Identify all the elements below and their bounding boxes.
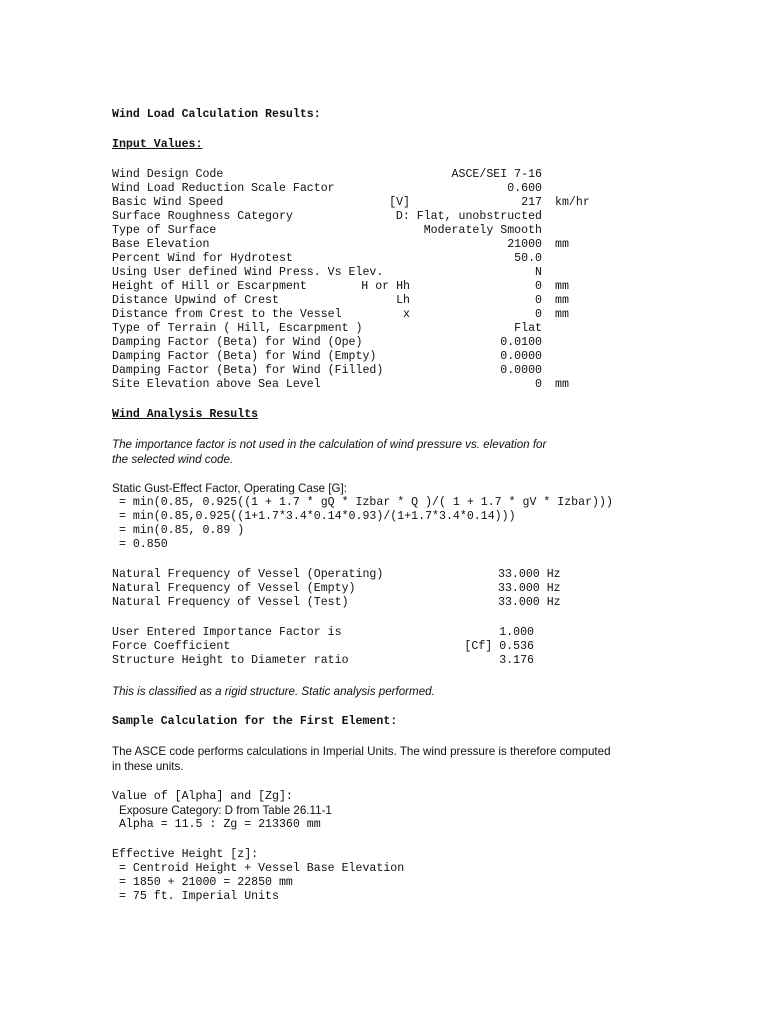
input-label: Damping Factor (Beta) for Wind (Ope) bbox=[112, 336, 363, 349]
gust-line: = min(0.85, 0.89 ) bbox=[112, 524, 245, 537]
importance-note-line-2: the selected wind code. bbox=[112, 453, 234, 466]
frequency-value: 33.000 Hz bbox=[498, 568, 561, 581]
input-value: 0.0100 bbox=[500, 336, 542, 349]
input-symbol: Lh bbox=[396, 294, 410, 307]
page-title: Wind Load Calculation Results: bbox=[112, 108, 321, 121]
input-label: Basic Wind Speed bbox=[112, 196, 224, 209]
exposure-category-line: Exposure Category: D from Table 26.11-1 bbox=[119, 804, 332, 817]
height-line: = 75 ft. Imperial Units bbox=[112, 890, 279, 903]
input-unit: mm bbox=[555, 238, 569, 251]
input-label: Percent Wind for Hydrotest bbox=[112, 252, 293, 265]
alpha-zg-heading: Value of [Alpha] and [Zg]: bbox=[112, 790, 293, 803]
input-label: Surface Roughness Category bbox=[112, 210, 293, 223]
factor-value: 1.000 bbox=[499, 626, 534, 639]
input-symbol: H or Hh bbox=[361, 280, 410, 293]
sample-calculation-heading: Sample Calculation for the First Element: bbox=[112, 715, 398, 728]
effective-height-heading: Effective Height [z]: bbox=[112, 848, 259, 861]
gust-line: = 0.850 bbox=[112, 538, 168, 551]
input-unit: km/hr bbox=[555, 196, 590, 209]
input-value: Moderately Smooth bbox=[423, 224, 542, 237]
input-value: 0 bbox=[535, 308, 542, 321]
asce-note-line-1: The ASCE code performs calculations in Imperial Units. The wind pressure is therefore computed bbox=[112, 745, 611, 758]
gust-factor-heading: Static Gust-Effect Factor, Operating Case [G]: bbox=[112, 482, 347, 495]
input-label: Site Elevation above Sea Level bbox=[112, 378, 321, 391]
frequency-label: Natural Frequency of Vessel (Test) bbox=[112, 596, 349, 609]
input-label: Distance from Crest to the Vessel bbox=[112, 308, 342, 321]
input-label: Type of Surface bbox=[112, 224, 217, 237]
frequency-value: 33.000 Hz bbox=[498, 596, 561, 609]
asce-note-line-2: in these units. bbox=[112, 760, 184, 773]
input-value: N bbox=[535, 266, 542, 279]
input-unit: mm bbox=[555, 308, 569, 321]
frequency-label: Natural Frequency of Vessel (Empty) bbox=[112, 582, 356, 595]
input-unit: mm bbox=[555, 378, 569, 391]
input-value: 21000 bbox=[507, 238, 542, 251]
input-value: 50.0 bbox=[514, 252, 542, 265]
input-value: Flat bbox=[514, 322, 542, 335]
input-value: 0.600 bbox=[507, 182, 542, 195]
input-value: D: Flat, unobstructed bbox=[395, 210, 542, 223]
factor-label: User Entered Importance Factor is bbox=[112, 626, 342, 639]
factor-label: Force Coefficient bbox=[112, 640, 231, 653]
input-unit: mm bbox=[555, 294, 569, 307]
factor-label: Structure Height to Diameter ratio bbox=[112, 654, 349, 667]
input-label: Using User defined Wind Press. Vs Elev. bbox=[112, 266, 384, 279]
factor-value: 3.176 bbox=[499, 654, 534, 667]
input-value: 0 bbox=[535, 280, 542, 293]
height-line: = 1850 + 21000 = 22850 mm bbox=[112, 876, 293, 889]
input-symbol: x bbox=[403, 308, 410, 321]
input-label: Wind Design Code bbox=[112, 168, 224, 181]
input-value: 0.0000 bbox=[500, 364, 542, 377]
input-value: ASCE/SEI 7-16 bbox=[451, 168, 542, 181]
alpha-zg-line: Alpha = 11.5 : Zg = 213360 mm bbox=[112, 818, 321, 831]
gust-line: = min(0.85,0.925((1+1.7*3.4*0.14*0.93)/(1+1.7*3.4*0.14))) bbox=[112, 510, 516, 523]
input-label: Type of Terrain ( Hill, Escarpment ) bbox=[112, 322, 363, 335]
frequency-value: 33.000 Hz bbox=[498, 582, 561, 595]
input-label: Damping Factor (Beta) for Wind (Empty) bbox=[112, 350, 377, 363]
input-value: 0 bbox=[535, 378, 542, 391]
rigid-structure-note: This is classified as a rigid structure. Static analysis performed. bbox=[112, 685, 435, 698]
input-value: 0 bbox=[535, 294, 542, 307]
input-value: 0.0000 bbox=[500, 350, 542, 363]
input-value: 217 bbox=[521, 196, 542, 209]
input-label: Wind Load Reduction Scale Factor bbox=[112, 182, 335, 195]
input-label: Height of Hill or Escarpment bbox=[112, 280, 307, 293]
height-line: = Centroid Height + Vessel Base Elevation bbox=[112, 862, 405, 875]
input-label: Base Elevation bbox=[112, 238, 210, 251]
input-values-heading: Input Values: bbox=[112, 138, 203, 151]
input-label: Damping Factor (Beta) for Wind (Filled) bbox=[112, 364, 384, 377]
input-unit: mm bbox=[555, 280, 569, 293]
importance-note-line-1: The importance factor is not used in the calculation of wind pressure vs. elevation for bbox=[112, 438, 547, 451]
input-label: Distance Upwind of Crest bbox=[112, 294, 279, 307]
wind-analysis-heading: Wind Analysis Results bbox=[112, 408, 259, 421]
factor-value: [Cf] 0.536 bbox=[464, 640, 534, 653]
frequency-label: Natural Frequency of Vessel (Operating) bbox=[112, 568, 384, 581]
gust-line: = min(0.85, 0.925((1 + 1.7 * gQ * Izbar * Q )/( 1 + 1.7 * gV * Izbar))) bbox=[112, 496, 613, 509]
input-symbol: [V] bbox=[389, 196, 410, 209]
